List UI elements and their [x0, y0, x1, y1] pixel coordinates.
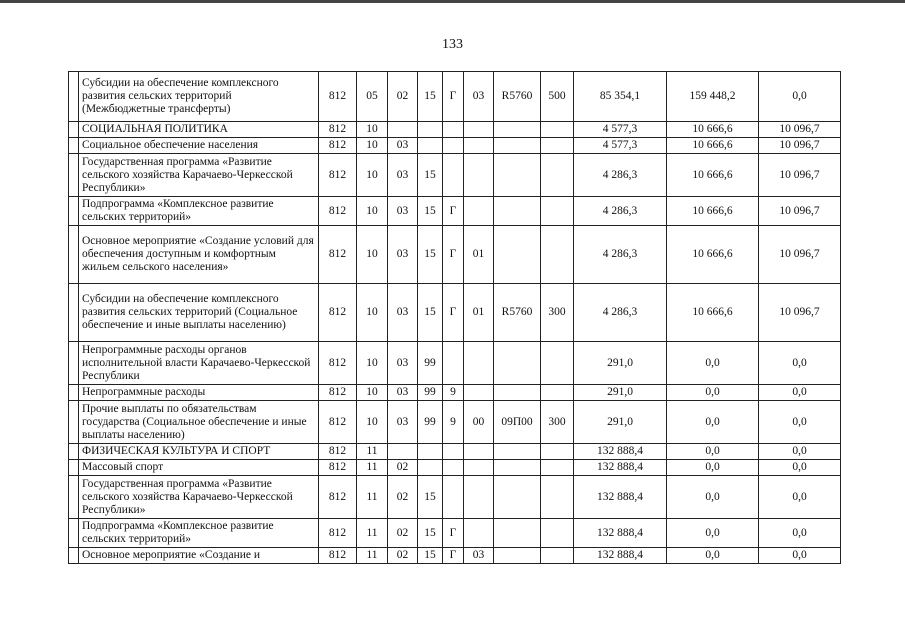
cell-event: 00: [464, 401, 494, 444]
cell-section: 10: [357, 226, 388, 284]
cell-expense-type: [541, 197, 574, 226]
cell-subprogram: [443, 122, 464, 138]
table-row: [69, 342, 841, 385]
cell-blank: [69, 460, 79, 476]
cell-expense-type: [541, 226, 574, 284]
cell-subsection: 03: [388, 226, 418, 284]
table-row: [69, 197, 841, 226]
table-row: [69, 284, 841, 342]
cell-sum-2: 0,0: [667, 385, 759, 401]
cell-subsection: 03: [388, 154, 418, 197]
cell-event: 01: [464, 226, 494, 284]
cell-program: 15: [418, 72, 443, 122]
cell-subprogram: Г: [443, 72, 464, 122]
cell-section: 10: [357, 197, 388, 226]
cell-section: 10: [357, 138, 388, 154]
cell-sum-3: 10 096,7: [759, 226, 841, 284]
cell-sum-1: 291,0: [574, 385, 667, 401]
cell-blank: [69, 401, 79, 444]
table-row: [69, 519, 841, 548]
cell-department: 812: [319, 519, 357, 548]
cell-section: 11: [357, 548, 388, 564]
page-number: 133: [442, 37, 463, 52]
cell-blank: [69, 226, 79, 284]
cell-sum-3: 10 096,7: [759, 122, 841, 138]
cell-sum-1: 4 577,3: [574, 122, 667, 138]
cell-sum-3: 0,0: [759, 444, 841, 460]
cell-blank: [69, 197, 79, 226]
cell-expense-type: [541, 476, 574, 519]
cell-event: [464, 122, 494, 138]
cell-sum-1: 132 888,4: [574, 444, 667, 460]
cell-blank: [69, 342, 79, 385]
cell-event: 03: [464, 72, 494, 122]
cell-event: [464, 519, 494, 548]
cell-name: Прочие выплаты по обязательствам государства (Социальное обеспечение и иные выплаты населению): [79, 401, 319, 444]
cell-subsection: 02: [388, 460, 418, 476]
cell-direction: [494, 342, 541, 385]
cell-sum-2: 10 666,6: [667, 138, 759, 154]
cell-program: 99: [418, 342, 443, 385]
cell-event: 01: [464, 284, 494, 342]
cell-event: [464, 342, 494, 385]
cell-subprogram: 9: [443, 385, 464, 401]
table-row: [69, 154, 841, 197]
cell-section: 11: [357, 519, 388, 548]
table-row: [69, 138, 841, 154]
cell-sum-2: 0,0: [667, 444, 759, 460]
cell-expense-type: [541, 385, 574, 401]
cell-sum-1: 85 354,1: [574, 72, 667, 122]
cell-section: 11: [357, 476, 388, 519]
page-top-border: [0, 0, 905, 3]
cell-program: [418, 122, 443, 138]
cell-sum-3: 0,0: [759, 460, 841, 476]
cell-department: 812: [319, 138, 357, 154]
cell-subsection: 02: [388, 519, 418, 548]
cell-sum-2: 0,0: [667, 460, 759, 476]
cell-section: 10: [357, 284, 388, 342]
cell-subsection: [388, 444, 418, 460]
cell-subsection: 03: [388, 197, 418, 226]
cell-subsection: 02: [388, 548, 418, 564]
cell-name: СОЦИАЛЬНАЯ ПОЛИТИКА: [79, 122, 319, 138]
budget-table: [68, 71, 841, 564]
cell-sum-2: 0,0: [667, 519, 759, 548]
cell-sum-2: 10 666,6: [667, 226, 759, 284]
cell-sum-3: 0,0: [759, 385, 841, 401]
cell-sum-1: 291,0: [574, 342, 667, 385]
cell-subsection: 03: [388, 284, 418, 342]
cell-expense-type: [541, 519, 574, 548]
cell-sum-3: 0,0: [759, 476, 841, 519]
cell-program: [418, 444, 443, 460]
cell-program: 15: [418, 548, 443, 564]
cell-sum-3: 10 096,7: [759, 138, 841, 154]
table-body: [69, 72, 841, 564]
cell-subsection: 03: [388, 138, 418, 154]
cell-direction: [494, 460, 541, 476]
cell-program: 15: [418, 154, 443, 197]
cell-sum-1: 4 577,3: [574, 138, 667, 154]
cell-name: Основное мероприятие «Создание условий для обеспечения доступным и комфортным жильем сельского населения»: [79, 226, 319, 284]
cell-expense-type: 500: [541, 72, 574, 122]
cell-department: 812: [319, 385, 357, 401]
table-row: [69, 226, 841, 284]
cell-direction: [494, 476, 541, 519]
cell-subprogram: [443, 460, 464, 476]
cell-direction: [494, 138, 541, 154]
cell-sum-2: 10 666,6: [667, 122, 759, 138]
table-row: [69, 460, 841, 476]
cell-section: 05: [357, 72, 388, 122]
cell-section: 10: [357, 154, 388, 197]
cell-name: Массовый спорт: [79, 460, 319, 476]
cell-subprogram: Г: [443, 548, 464, 564]
cell-blank: [69, 138, 79, 154]
cell-program: 15: [418, 284, 443, 342]
cell-department: 812: [319, 444, 357, 460]
cell-sum-2: 0,0: [667, 476, 759, 519]
cell-blank: [69, 548, 79, 564]
cell-section: 10: [357, 122, 388, 138]
cell-direction: [494, 226, 541, 284]
cell-subprogram: Г: [443, 284, 464, 342]
cell-subprogram: [443, 138, 464, 154]
cell-sum-2: 0,0: [667, 548, 759, 564]
cell-program: 15: [418, 519, 443, 548]
cell-blank: [69, 284, 79, 342]
cell-direction: [494, 548, 541, 564]
cell-expense-type: [541, 154, 574, 197]
cell-name: Государственная программа «Развитие сельского хозяйства Карачаево-Черкесской Республики»: [79, 154, 319, 197]
cell-direction: [494, 519, 541, 548]
cell-name: Субсидии на обеспечение комплексного развития сельских территорий (Межбюджетные трансферты): [79, 72, 319, 122]
cell-subprogram: [443, 444, 464, 460]
cell-direction: R5760: [494, 284, 541, 342]
cell-blank: [69, 154, 79, 197]
cell-program: 15: [418, 476, 443, 519]
cell-sum-2: 10 666,6: [667, 284, 759, 342]
cell-sum-2: 0,0: [667, 342, 759, 385]
cell-sum-2: 159 448,2: [667, 72, 759, 122]
cell-department: 812: [319, 548, 357, 564]
cell-subsection: 03: [388, 401, 418, 444]
cell-sum-1: 132 888,4: [574, 476, 667, 519]
cell-sum-3: 0,0: [759, 342, 841, 385]
cell-section: 10: [357, 401, 388, 444]
cell-department: 812: [319, 154, 357, 197]
cell-subprogram: [443, 154, 464, 197]
cell-subsection: 02: [388, 72, 418, 122]
cell-sum-1: 132 888,4: [574, 519, 667, 548]
cell-subprogram: [443, 476, 464, 519]
cell-department: 812: [319, 72, 357, 122]
cell-event: [464, 460, 494, 476]
cell-section: 11: [357, 444, 388, 460]
cell-sum-1: 4 286,3: [574, 154, 667, 197]
cell-event: [464, 476, 494, 519]
cell-event: [464, 138, 494, 154]
cell-sum-1: 291,0: [574, 401, 667, 444]
cell-sum-3: 0,0: [759, 548, 841, 564]
cell-direction: [494, 444, 541, 460]
cell-department: 812: [319, 284, 357, 342]
cell-blank: [69, 444, 79, 460]
cell-sum-3: 0,0: [759, 519, 841, 548]
table-row: [69, 122, 841, 138]
cell-blank: [69, 72, 79, 122]
cell-name: Государственная программа «Развитие сельского хозяйства Карачаево-Черкесской Республики»: [79, 476, 319, 519]
cell-name: Субсидии на обеспечение комплексного развития сельских территорий (Социальное обеспечение и иные выплаты населению): [79, 284, 319, 342]
cell-expense-type: 300: [541, 284, 574, 342]
cell-department: 812: [319, 460, 357, 476]
cell-subsection: 02: [388, 476, 418, 519]
cell-blank: [69, 519, 79, 548]
cell-direction: [494, 385, 541, 401]
table-row: [69, 444, 841, 460]
cell-event: [464, 385, 494, 401]
cell-sum-1: 132 888,4: [574, 548, 667, 564]
cell-sum-3: 10 096,7: [759, 197, 841, 226]
cell-subsection: [388, 122, 418, 138]
cell-program: [418, 460, 443, 476]
cell-subprogram: [443, 342, 464, 385]
cell-direction: R5760: [494, 72, 541, 122]
table-row: [69, 72, 841, 122]
cell-department: 812: [319, 197, 357, 226]
cell-blank: [69, 476, 79, 519]
cell-blank: [69, 122, 79, 138]
cell-department: 812: [319, 226, 357, 284]
cell-sum-1: 4 286,3: [574, 226, 667, 284]
cell-program: [418, 138, 443, 154]
cell-subprogram: 9: [443, 401, 464, 444]
cell-sum-3: 0,0: [759, 401, 841, 444]
cell-section: 10: [357, 385, 388, 401]
cell-subsection: 03: [388, 342, 418, 385]
cell-program: 15: [418, 226, 443, 284]
cell-program: 15: [418, 197, 443, 226]
cell-department: 812: [319, 342, 357, 385]
cell-event: 03: [464, 548, 494, 564]
cell-event: [464, 444, 494, 460]
cell-program: 99: [418, 401, 443, 444]
cell-sum-1: 4 286,3: [574, 197, 667, 226]
cell-name: Непрограммные расходы: [79, 385, 319, 401]
cell-expense-type: 300: [541, 401, 574, 444]
cell-direction: [494, 154, 541, 197]
cell-name: Основное мероприятие «Создание и: [79, 548, 319, 564]
cell-sum-2: 10 666,6: [667, 197, 759, 226]
cell-sum-1: 132 888,4: [574, 460, 667, 476]
table-row: [69, 476, 841, 519]
cell-name: Подпрограмма «Комплексное развитие сельских территорий»: [79, 197, 319, 226]
cell-subprogram: Г: [443, 197, 464, 226]
cell-section: 10: [357, 342, 388, 385]
cell-department: 812: [319, 476, 357, 519]
cell-name: Подпрограмма «Комплексное развитие сельских территорий»: [79, 519, 319, 548]
cell-expense-type: [541, 444, 574, 460]
cell-program: 99: [418, 385, 443, 401]
cell-subsection: 03: [388, 385, 418, 401]
cell-expense-type: [541, 548, 574, 564]
cell-sum-2: 10 666,6: [667, 154, 759, 197]
cell-event: [464, 197, 494, 226]
cell-department: 812: [319, 122, 357, 138]
cell-blank: [69, 385, 79, 401]
cell-expense-type: [541, 460, 574, 476]
cell-event: [464, 154, 494, 197]
cell-name: Социальное обеспечение населения: [79, 138, 319, 154]
cell-sum-2: 0,0: [667, 401, 759, 444]
cell-department: 812: [319, 401, 357, 444]
cell-subprogram: Г: [443, 226, 464, 284]
cell-subprogram: Г: [443, 519, 464, 548]
table-row: [69, 401, 841, 444]
cell-section: 11: [357, 460, 388, 476]
cell-direction: [494, 197, 541, 226]
cell-expense-type: [541, 342, 574, 385]
cell-sum-1: 4 286,3: [574, 284, 667, 342]
cell-sum-3: 0,0: [759, 72, 841, 122]
table-row: [69, 548, 841, 564]
cell-direction: 09П00: [494, 401, 541, 444]
cell-name: Непрограммные расходы органов исполнительной власти Карачаево-Черкесской Республики: [79, 342, 319, 385]
cell-direction: [494, 122, 541, 138]
table-row: [69, 385, 841, 401]
cell-expense-type: [541, 138, 574, 154]
cell-sum-3: 10 096,7: [759, 284, 841, 342]
cell-expense-type: [541, 122, 574, 138]
cell-name: ФИЗИЧЕСКАЯ КУЛЬТУРА И СПОРТ: [79, 444, 319, 460]
cell-sum-3: 10 096,7: [759, 154, 841, 197]
